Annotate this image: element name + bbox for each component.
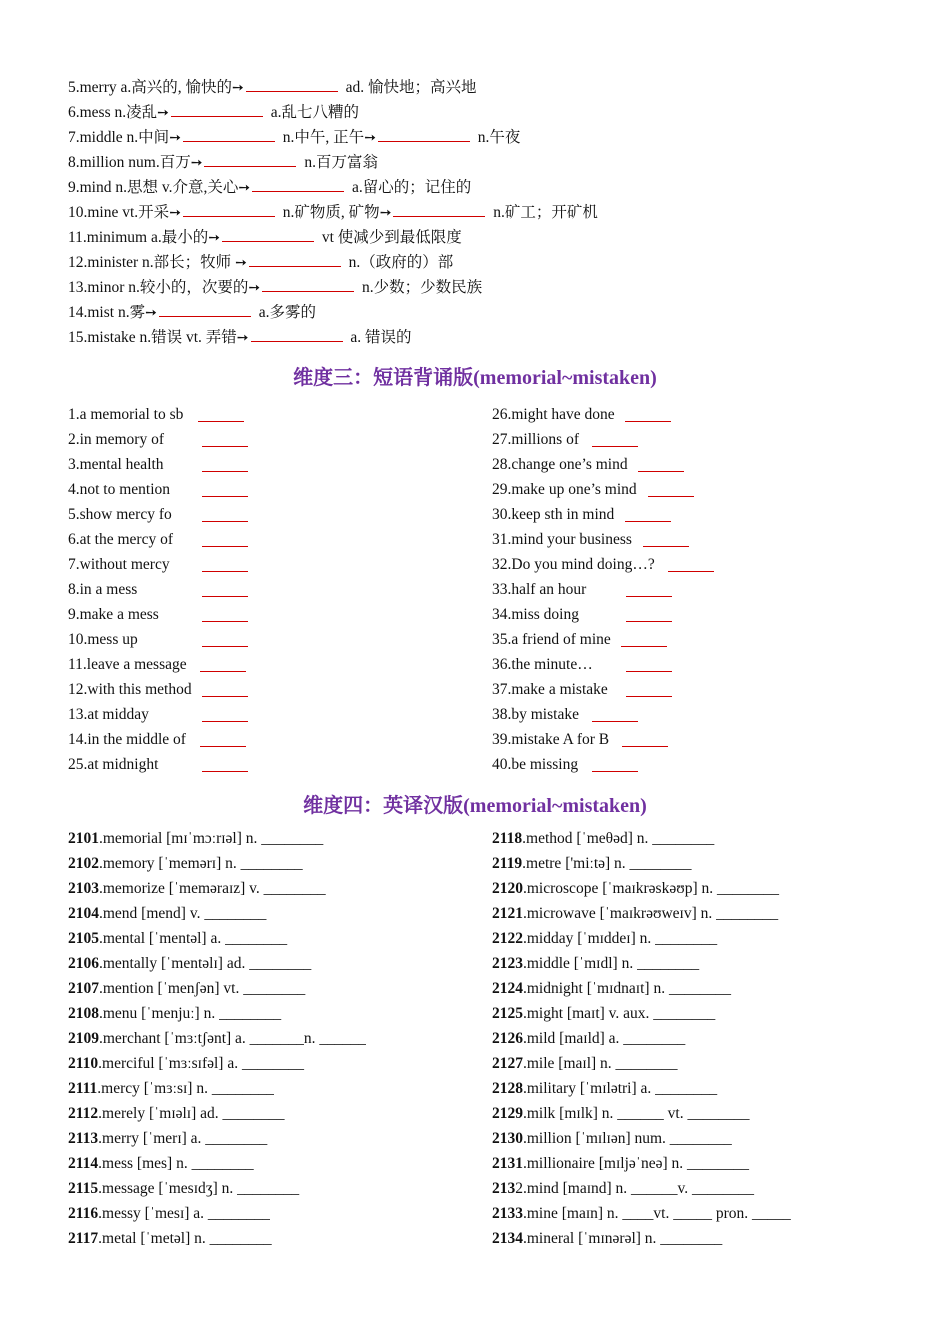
word-family-text: 7.middle n.中间 <box>68 129 170 146</box>
answer-blank[interactable] <box>252 177 344 192</box>
vocab-number: 2129 <box>492 1105 523 1122</box>
answer-blank[interactable] <box>202 427 248 447</box>
vocab-entry: .message [ˈmesɪdʒ] n. ________ <box>98 1180 300 1197</box>
answer-blank[interactable] <box>183 127 275 142</box>
answer-blank[interactable] <box>202 527 248 547</box>
answer-blank[interactable] <box>222 227 314 242</box>
answer-blank[interactable] <box>202 602 248 622</box>
vocab-number: 2107 <box>68 980 99 997</box>
vocab-number: 2124 <box>492 980 523 997</box>
vocab-entry: .midday [ˈmɪddeɪ] n. ________ <box>523 930 718 947</box>
answer-blank[interactable] <box>198 402 244 422</box>
word-family-text: 9.mind n.思想 v.介意,关心 <box>68 179 239 196</box>
vocab-item <box>492 1101 791 1126</box>
phrase-label: 26.might have done <box>492 406 615 423</box>
answer-blank[interactable] <box>626 677 672 697</box>
word-family-text: 5.merry a.高兴的, 愉快的 <box>68 79 233 96</box>
phrase-item <box>68 427 192 452</box>
arrow-icon: ➙ <box>232 81 244 96</box>
vocab-item <box>492 1151 791 1176</box>
vocab-number: 2108 <box>68 1005 99 1022</box>
word-family-text: vt 使减少到最低限度 <box>317 229 462 246</box>
phrase-item <box>492 577 655 602</box>
phrase-label: 39.mistake A for B <box>492 731 610 748</box>
vocab-number: 2120 <box>492 880 523 897</box>
vocab-entry: .mercy [ˈmɜːsɪ] n. ________ <box>97 1080 274 1097</box>
word-family-text: 8.million num.百万 <box>68 154 191 171</box>
phrase-label: 3.mental health <box>68 456 164 473</box>
word-family-line <box>68 225 462 250</box>
word-family-text: a.多雾的 <box>254 304 316 321</box>
phrase-item <box>492 552 655 577</box>
word-family-text: 11.minimum a.最小的 <box>68 229 209 246</box>
phrase-label: 30.keep sth in mind <box>492 506 615 523</box>
phrase-label: 35.a friend of mine <box>492 631 611 648</box>
vocab-entry: .memorial [mɪˈmɔːrɪəl] n. ________ <box>99 830 324 847</box>
vocab-entry: .military [ˈmɪlətri] a. ________ <box>523 1080 718 1097</box>
answer-blank[interactable] <box>393 202 485 217</box>
answer-blank[interactable] <box>202 552 248 572</box>
vocab-number: 2128 <box>492 1080 523 1097</box>
vocab-entry: .mineral [ˈmɪnərəl] n. ________ <box>523 1230 723 1247</box>
word-family-line <box>68 200 598 225</box>
vocab-list-right <box>492 826 791 1251</box>
vocab-item <box>492 1001 791 1026</box>
phrase-item <box>492 527 655 552</box>
phrase-item <box>68 652 192 677</box>
vocab-entry: .memorize [ˈmeməraɪz] v. ________ <box>99 880 326 897</box>
phrase-label: 13.at midday <box>68 706 149 723</box>
vocab-item <box>68 1176 366 1201</box>
vocab-entry: .merchant [ˈmɜːtʃənt] a. _______n. ______ <box>99 1030 366 1047</box>
vocab-number: 2118 <box>492 830 523 847</box>
answer-blank[interactable] <box>262 277 354 292</box>
vocab-item <box>68 1026 366 1051</box>
vocab-entry: .method [ˈmeθəd] n. ________ <box>522 830 715 847</box>
vocab-item <box>492 851 791 876</box>
answer-blank[interactable] <box>378 127 470 142</box>
phrase-label: 31.mind your business <box>492 531 632 548</box>
heading-translation: 维度四：英译汉版(memorial~mistaken) <box>303 795 647 817</box>
phrase-item <box>492 677 655 702</box>
phrase-label: 32.Do you mind doing…? <box>492 556 655 573</box>
word-family-line <box>68 175 471 200</box>
vocab-item <box>492 1201 791 1226</box>
answer-blank[interactable] <box>621 627 667 647</box>
answer-blank[interactable] <box>251 327 343 342</box>
arrow-icon: ➙ <box>145 306 157 321</box>
vocab-number: 2121 <box>492 905 523 922</box>
word-family-text: 12.minister n.部长；牧师 <box>68 254 236 271</box>
answer-blank[interactable] <box>204 152 296 167</box>
answer-blank[interactable] <box>249 252 341 267</box>
arrow-icon: ➙ <box>236 331 249 346</box>
phrase-label: 28.change one’s mind <box>492 456 628 473</box>
phrase-item <box>492 452 655 477</box>
vocab-item <box>492 826 791 851</box>
vocab-item <box>68 976 366 1001</box>
phrase-label: 29.make up one’s mind <box>492 481 637 498</box>
phrase-item <box>492 477 655 502</box>
answer-blank[interactable] <box>626 652 672 672</box>
vocab-number: 2113 <box>68 1130 99 1147</box>
vocab-entry: .memory [ˈmemərɪ] n. ________ <box>99 855 303 872</box>
vocab-entry: .mention [ˈmenʃən] vt. ________ <box>99 980 306 997</box>
phrase-label: 10.mess up <box>68 631 138 648</box>
answer-blank[interactable] <box>202 452 248 472</box>
vocab-item <box>492 926 791 951</box>
arrow-icon: ➙ <box>235 256 247 271</box>
vocab-entry: .microwave [ˈmaɪkrəʊweɪv] n. ________ <box>523 905 779 922</box>
vocab-number: 2116 <box>68 1205 99 1222</box>
arrow-icon: ➙ <box>157 106 169 121</box>
phrase-label: 33.half an hour <box>492 581 587 598</box>
vocab-item <box>492 1026 791 1051</box>
word-family-line <box>68 325 412 350</box>
phrase-item <box>68 527 192 552</box>
phrase-label: 11.leave a message <box>68 656 187 673</box>
word-family-line <box>68 125 520 150</box>
vocab-item <box>492 1126 791 1151</box>
vocab-entry: .milk [mɪlk] n. ______ vt. ________ <box>523 1105 750 1122</box>
vocab-item <box>68 1126 366 1151</box>
phrase-item <box>68 602 192 627</box>
vocab-entry: 2.mind [maɪnd] n. ______v. ________ <box>515 1180 755 1197</box>
vocab-entry: .merry [ˈmerɪ] a. ________ <box>98 1130 268 1147</box>
phrase-label: 2.in memory of <box>68 431 164 448</box>
vocab-number: 2130 <box>492 1130 523 1147</box>
vocab-number: 2114 <box>68 1155 99 1172</box>
word-family-line <box>68 150 378 175</box>
word-family-text: n.少数；少数民族 <box>358 279 483 296</box>
word-family-text: a.乱七八糟的 <box>266 104 360 121</box>
vocab-number: 2101 <box>68 830 99 847</box>
vocab-entry: .microscope [ˈmaɪkrəskəʊp] n. ________ <box>523 880 780 897</box>
heading-phrases: 维度三：短语背诵版(memorial~mistaken) <box>293 367 657 389</box>
arrow-icon: ➙ <box>190 156 203 171</box>
answer-blank[interactable] <box>638 452 684 472</box>
arrow-icon: ➙ <box>379 206 392 221</box>
phrase-label: 25.at midnight <box>68 756 159 773</box>
phrase-label: 14.in the middle of <box>68 731 186 748</box>
phrase-item <box>68 477 192 502</box>
vocab-entry: .menu [ˈmenjuː] n. ________ <box>99 1005 282 1022</box>
word-family-text: 14.mist n.雾 <box>68 304 146 321</box>
vocab-item <box>68 1226 366 1251</box>
vocab-number: 2106 <box>68 955 99 972</box>
vocab-item <box>492 1176 791 1201</box>
vocab-entry: .midnight [ˈmɪdnaɪt] n. ________ <box>523 980 731 997</box>
phrase-label: 7.without mercy <box>68 556 170 573</box>
phrase-item <box>68 452 192 477</box>
answer-blank[interactable] <box>202 627 248 647</box>
vocab-item <box>68 951 366 976</box>
answer-blank[interactable] <box>643 527 689 547</box>
answer-blank[interactable] <box>592 702 638 722</box>
vocab-entry: .mentally [ˈmentəlɪ] ad. ________ <box>99 955 312 972</box>
answer-blank[interactable] <box>202 502 248 522</box>
vocab-item <box>68 1151 366 1176</box>
vocab-number: 2131 <box>492 1155 523 1172</box>
arrow-icon: ➙ <box>248 281 261 296</box>
word-family-text: a.留心的；记住的 <box>348 179 472 196</box>
answer-blank[interactable] <box>159 302 251 317</box>
vocab-entry: .middle [ˈmɪdl] n. ________ <box>523 955 700 972</box>
vocab-number: 2117 <box>68 1230 99 1247</box>
vocab-item <box>68 1076 366 1101</box>
phrase-label: 34.miss doing <box>492 606 579 623</box>
vocab-item <box>68 926 366 951</box>
phrase-label: 38.by mistake <box>492 706 579 723</box>
word-family-text: n.百万富翁 <box>300 154 378 171</box>
answer-blank[interactable] <box>202 752 248 772</box>
word-family-line <box>68 250 453 275</box>
word-family-text: 15.mistake n.错误 vt. 弄错 <box>68 329 237 346</box>
phrase-item <box>492 702 655 727</box>
phrase-label: 37.make a mistake <box>492 681 608 698</box>
phrase-item <box>492 727 655 752</box>
answer-blank[interactable] <box>200 727 246 747</box>
answer-blank[interactable] <box>202 477 248 497</box>
answer-blank[interactable] <box>592 427 638 447</box>
word-family-line <box>68 275 482 300</box>
word-family-text: 13.minor n.较小的，次要的 <box>68 279 249 296</box>
vocab-item <box>68 901 366 926</box>
phrase-item <box>68 402 192 427</box>
vocab-number: 2122 <box>492 930 523 947</box>
vocab-entry: .millionaire [mɪljəˈneə] n. ________ <box>523 1155 749 1172</box>
word-family-text: n.午夜 <box>473 129 521 146</box>
answer-blank[interactable] <box>171 102 263 117</box>
vocab-item <box>492 1076 791 1101</box>
answer-blank[interactable] <box>668 552 714 572</box>
phrase-label: 5.show mercy fo <box>68 506 172 523</box>
arrow-icon: ➙ <box>238 181 251 196</box>
answer-blank[interactable] <box>626 577 672 597</box>
vocab-number: 2127 <box>492 1055 523 1072</box>
phrase-item <box>492 427 655 452</box>
vocab-item <box>492 976 791 1001</box>
word-family-text: 10.mine vt.开采 <box>68 204 170 221</box>
phrase-label: 27.millions of <box>492 431 579 448</box>
vocab-number: 2102 <box>68 855 99 872</box>
word-family-text: n.（政府的）部 <box>344 254 454 271</box>
answer-blank[interactable] <box>625 502 671 522</box>
phrase-item <box>68 727 192 752</box>
word-family-line <box>68 300 316 325</box>
word-family-text: n.矿物质, 矿物 <box>278 204 380 221</box>
phrase-item <box>68 752 192 777</box>
phrase-item <box>68 577 192 602</box>
vocab-item <box>68 1051 366 1076</box>
word-family-text: ad. 愉快地；高兴地 <box>341 79 477 96</box>
vocab-item <box>68 1201 366 1226</box>
vocab-entry: .mend [mend] v. ________ <box>99 905 267 922</box>
phrase-item <box>492 402 655 427</box>
vocab-entry: .might [maɪt] v. aux. ________ <box>523 1005 716 1022</box>
vocab-item <box>68 876 366 901</box>
phrase-label: 6.at the mercy of <box>68 531 174 548</box>
phrase-item <box>68 502 192 527</box>
phrase-label: 36.the minute… <box>492 656 593 673</box>
word-family-text: 6.mess n.凌乱 <box>68 104 158 121</box>
vocab-entry: .messy [ˈmesɪ] a. ________ <box>98 1205 270 1222</box>
arrow-icon: ➙ <box>364 131 376 146</box>
vocab-number: 2103 <box>68 880 99 897</box>
answer-blank[interactable] <box>648 477 694 497</box>
vocab-entry: .mild [maɪld] a. ________ <box>523 1030 686 1047</box>
answer-blank[interactable] <box>183 202 275 217</box>
vocab-number: 2110 <box>68 1055 99 1072</box>
answer-blank[interactable] <box>202 702 248 722</box>
answer-blank[interactable] <box>202 577 248 597</box>
phrase-label: 12.with this method <box>68 681 192 698</box>
vocab-list-left <box>68 826 366 1251</box>
answer-blank[interactable] <box>625 402 671 422</box>
phrase-label: 8.in a mess <box>68 581 138 598</box>
answer-blank[interactable] <box>622 727 668 747</box>
vocab-number: 2125 <box>492 1005 523 1022</box>
vocab-item <box>492 951 791 976</box>
vocab-number: 2105 <box>68 930 99 947</box>
phrase-label: 9.make a mess <box>68 606 159 623</box>
vocab-number: 213 <box>492 1180 516 1197</box>
phrase-list-left <box>68 402 192 777</box>
phrase-label: 40.be missing <box>492 756 579 773</box>
vocab-number: 2109 <box>68 1030 99 1047</box>
vocab-entry: .mile [maɪl] n. ________ <box>523 1055 678 1072</box>
phrase-item <box>68 677 192 702</box>
vocab-number: 2134 <box>492 1230 523 1247</box>
phrase-item <box>492 752 655 777</box>
answer-blank[interactable] <box>202 677 248 697</box>
vocab-number: 2112 <box>68 1105 99 1122</box>
vocab-number: 2115 <box>68 1180 99 1197</box>
vocab-item <box>492 1226 791 1251</box>
phrase-list-right <box>492 402 655 777</box>
answer-blank[interactable] <box>246 77 338 92</box>
vocab-item <box>68 1101 366 1126</box>
vocab-entry: .merciful [ˈmɜːsɪfəl] a. ________ <box>98 1055 304 1072</box>
word-family-text: n.矿工；开矿机 <box>489 204 598 221</box>
vocab-number: 2119 <box>492 855 523 872</box>
vocab-entry: .metal [ˈmetəl] n. ________ <box>98 1230 272 1247</box>
word-family-line <box>68 100 359 125</box>
arrow-icon: ➙ <box>208 231 220 246</box>
vocab-number: 2133 <box>492 1205 523 1222</box>
answer-blank[interactable] <box>626 602 672 622</box>
vocab-item <box>492 876 791 901</box>
vocab-entry: .mess [mes] n. ________ <box>98 1155 254 1172</box>
vocab-item <box>492 1051 791 1076</box>
vocab-item <box>68 851 366 876</box>
vocab-entry: .million [ˈmɪlɪən] num. ________ <box>523 1130 732 1147</box>
vocab-item <box>492 901 791 926</box>
vocab-entry: .mental [ˈmentəl] a. ________ <box>99 930 288 947</box>
phrase-item <box>68 627 192 652</box>
vocab-entry: .metre ['miːtə] n. ________ <box>522 855 692 872</box>
arrow-icon: ➙ <box>169 206 181 221</box>
vocab-number: 2123 <box>492 955 523 972</box>
vocab-item <box>68 1001 366 1026</box>
arrow-icon: ➙ <box>169 131 181 146</box>
answer-blank[interactable] <box>200 652 246 672</box>
vocab-number: 2104 <box>68 905 99 922</box>
phrase-label: 4.not to mention <box>68 481 171 498</box>
vocab-item <box>68 826 366 851</box>
phrase-item <box>492 652 655 677</box>
answer-blank[interactable] <box>592 752 638 772</box>
phrase-item <box>492 502 655 527</box>
phrase-label: 1.a memorial to sb <box>68 406 184 423</box>
word-family-line <box>68 75 477 100</box>
phrase-item <box>492 627 655 652</box>
vocab-entry: .merely [ˈmɪəlɪ] ad. ________ <box>98 1105 285 1122</box>
vocab-number: 2111 <box>68 1080 98 1097</box>
vocab-number: 2126 <box>492 1030 523 1047</box>
phrase-item <box>68 552 192 577</box>
phrase-item <box>68 702 192 727</box>
word-family-text: n.中午, 正午 <box>278 129 365 146</box>
phrase-item <box>492 602 655 627</box>
word-family-text: a. 错误的 <box>346 329 412 346</box>
vocab-entry: .mine [maɪn] n. ____vt. _____ pron. _____ <box>523 1205 791 1222</box>
